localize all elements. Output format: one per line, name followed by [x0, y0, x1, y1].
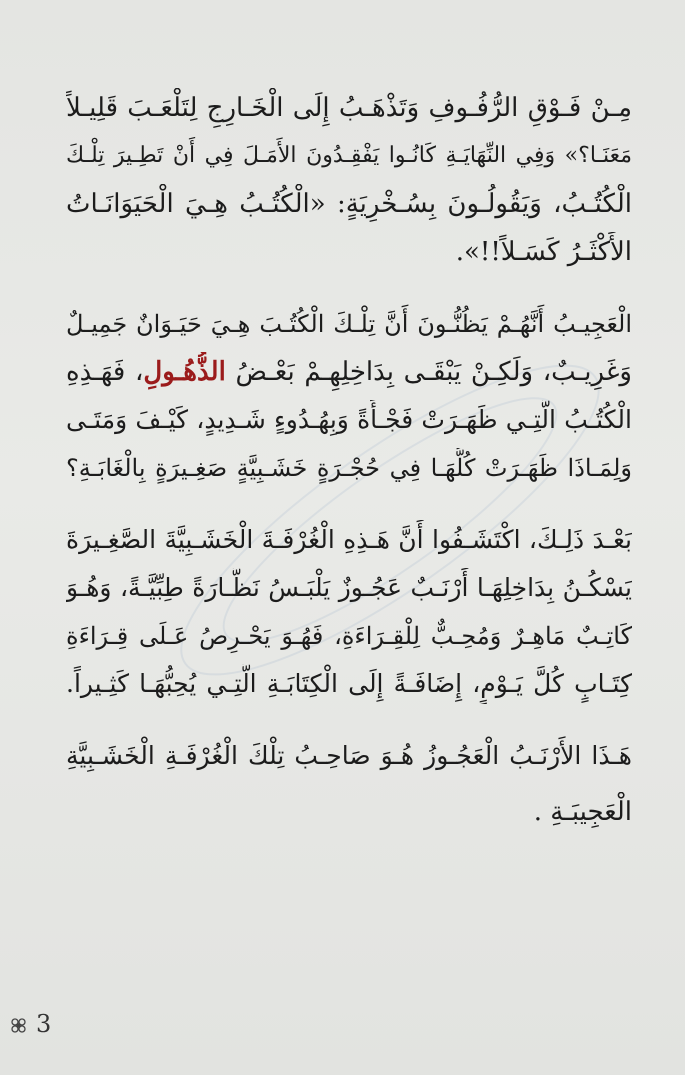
text-line-14: الْعَجِيبَـةِ .: [533, 797, 632, 827]
text-line-9: بَعْـدَ ذَلِـكَ، اكْتَشَـفُوا أَنَّ هَـذِهِ الْغُرْفَـةَ الْخَشَـبِيَّةَ الصَّغِـيرَةَ: [66, 525, 632, 554]
text-line-10: يَسْكُـنُ بِدَاخِلِهَـا أَرْنَـبٌ عَجُـوزٌ يَلْبَـسُ نَظَّـارَةً طِبِّيَّـةً، وَهُـوَ: [66, 573, 632, 602]
page-number: 3: [36, 1010, 52, 1038]
text-line-4: الأَكْثَـرُ كَسَـلاً!!».: [455, 237, 632, 267]
text-segment: وَغَرِيـبٌ، وَلَكِـنْ يَبْقَـى بِدَاخِلِهِـمْ بَعْـضُ: [225, 357, 632, 387]
highlighted-word: الذُّهُـولِ: [143, 357, 226, 387]
text-line-13: هَـذَا الأَرْنَـبُ الْعَجُـوزُ هُـوَ صَاحِـبُ تِلْكَ الْغُرْفَـةِ الْخَشَـبِيَّةِ: [66, 741, 632, 770]
text-segment: ، فَهَـذِهِ: [66, 357, 144, 387]
text-line-2: مَعَنَـا؟» وَفِي النِّهَايَـةِ كَانُـوا يَفْقِـدُونَ الأَمَـلَ فِي أَنْ تَطِـيرَ تِلْـكَ: [66, 143, 632, 168]
text-line-6: [66, 352, 632, 392]
text-line-3: الْكُتُـبُ، وَيَقُولُـونَ بِسُـخْرِيَةٍ: «الْكُتُـبُ هِـيَ الْحَيَوَانَـاتُ: [66, 189, 632, 219]
text-line-11: كَاتِـبٌ مَاهِـرٌ وَمُحِـبٌّ لِلْقِـرَاءَةِ، فَهُـوَ يَحْـرِصُ عَـلَى قِـرَاءَةِ: [66, 622, 632, 650]
text-line-1: مِـنْ فَـوْقِ الرُّفُـوفِ وَتَذْهَـبُ إِلَى الْخَـارِجِ لِتَلْعَـبَ قَلِيـلاً: [66, 93, 632, 123]
text-line-5: الْعَجِيـبُ أَنَّهُـمْ يَظُنُّـونَ أَنَّ تِلْـكَ الْكُتُـبَ هِـيَ حَيَـوَانٌ جَمِيـلٌ: [66, 310, 632, 338]
text-line-12: كِتَـابٍ كُلَّ يَـوْمٍ، إِضَافَـةً إِلَى الْكِتَابَـةِ الَّتِـي يُحِبُّهَـا كَثِـيراً.: [66, 669, 632, 698]
text-line-8: وَلِمَـاذَا ظَهَـرَتْ كُلُّهَـا فِي حُجْـرَةٍ خَشَـبِيَّةٍ صَغِـيرَةٍ بِالْغَابَـةِ؟: [66, 454, 632, 482]
text-line-7: الْكُتُـبُ الَّتِـي ظَهَـرَتْ فَجْـأَةً وَبِهُـدُوءٍ شَـدِيدٍ، كَيْـفَ وَمَتَـى: [66, 405, 632, 434]
flower-ornament-icon: [8, 1016, 30, 1036]
